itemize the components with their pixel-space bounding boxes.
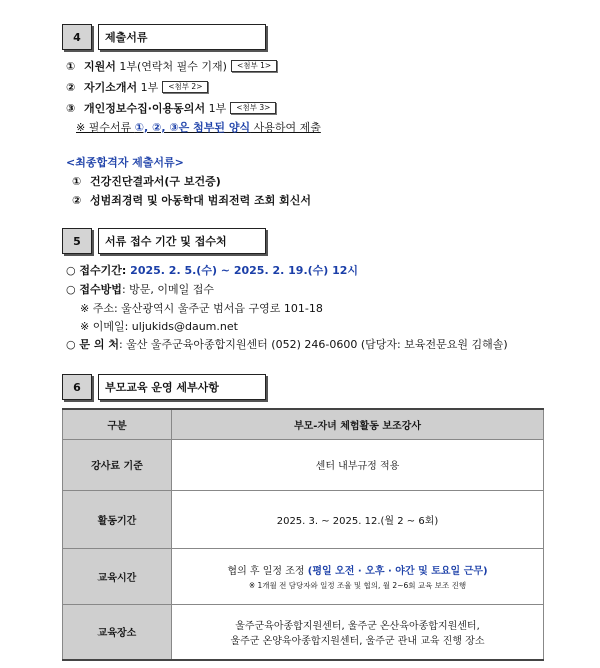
section-6-header: [62, 374, 266, 400]
table-row: [63, 604, 544, 660]
contact-info: ○ 문 의 처: 울산 울주군육아종합지원센터 (052) 246-0600 (담당자: 보육전문요원 김해솔): [66, 338, 508, 351]
table-row: [63, 490, 544, 548]
row-label: 교육시간: [63, 548, 172, 604]
table-row: [63, 548, 544, 604]
attachment-tag: <첨부 1>: [231, 60, 277, 72]
row-value: 2025. 3. ~ 2025. 12.(월 2 ~ 6회): [172, 490, 544, 548]
schedule-note: ※ 1개월 전 담당자와 일정 조율 및 협의, 월 2~6회 교육 보조 진행: [248, 580, 467, 590]
email-note: ※ 이메일: uljukids@daum.net: [80, 320, 238, 333]
section-number: 4: [62, 24, 92, 50]
doc-item-3: ③ 개인정보수집·이용동의서 1부 <첨부 3>: [66, 100, 276, 116]
required-docs-note: ※ 필수서류 ①, ②, ③은 첨부된 양식 사용하여 제출: [76, 121, 321, 134]
row-value: 센터 내부규정 적용: [172, 439, 544, 490]
row-value: 울주군육아종합지원센터, 울주군 온산육아종합지원센터, 울주군 온양육아종합지원센터, 울주군 관내 교육 진행 장소: [172, 604, 544, 660]
section-4-header: [62, 24, 266, 50]
row-label: 교육장소: [63, 604, 172, 660]
table-header-cell: 부모-자녀 체험활동 보조강사: [172, 409, 544, 439]
final-docs-heading: <최종합격자 제출서류>: [66, 156, 184, 169]
row-value: 협의 후 일정 조정 (평일 오전 · 오후 · 야간 및 토요일 근무) ※ 1개월 전 담당자와 일정 조율 및 협의, 월 2~6회 교육 보조 진행: [172, 548, 544, 604]
final-doc-item-2: ② 성범죄경력 및 아동학대 범죄전력 조회 회신서: [72, 194, 312, 207]
section-5-header: [62, 228, 266, 254]
section-title: 서류 접수 기간 및 접수처: [98, 228, 266, 254]
table-row: [63, 439, 544, 490]
table-header-cell: 구분: [63, 409, 172, 439]
row-label: 강사료 기준: [63, 439, 172, 490]
section-number: 6: [62, 374, 92, 400]
attachment-tag: <첨부 3>: [230, 102, 276, 114]
reception-period: ○ 접수기간: 2025. 2. 5.(수) ~ 2025. 2. 19.(수) 12시: [66, 264, 359, 277]
final-doc-item-1: ① 건강진단결과서(구 보건증): [72, 175, 221, 188]
section-title: 제출서류: [98, 24, 266, 50]
section-number: 5: [62, 228, 92, 254]
section-title: 부모교육 운영 세부사항: [98, 374, 266, 400]
address-note: ※ 주소: 울산광역시 울주군 범서읍 구영로 101-18: [80, 302, 323, 315]
row-label: 활동기간: [63, 490, 172, 548]
table-header-row: [63, 409, 544, 439]
education-details-table: [62, 408, 544, 661]
doc-item-1: ① 지원서 1부(연락처 필수 기재) <첨부 1>: [66, 58, 277, 74]
doc-item-2: ② 자기소개서 1부 <첨부 2>: [66, 79, 208, 95]
attachment-tag: <첨부 2>: [162, 81, 208, 93]
reception-method: ○ 접수방법: 방문, 이메일 접수: [66, 283, 215, 296]
